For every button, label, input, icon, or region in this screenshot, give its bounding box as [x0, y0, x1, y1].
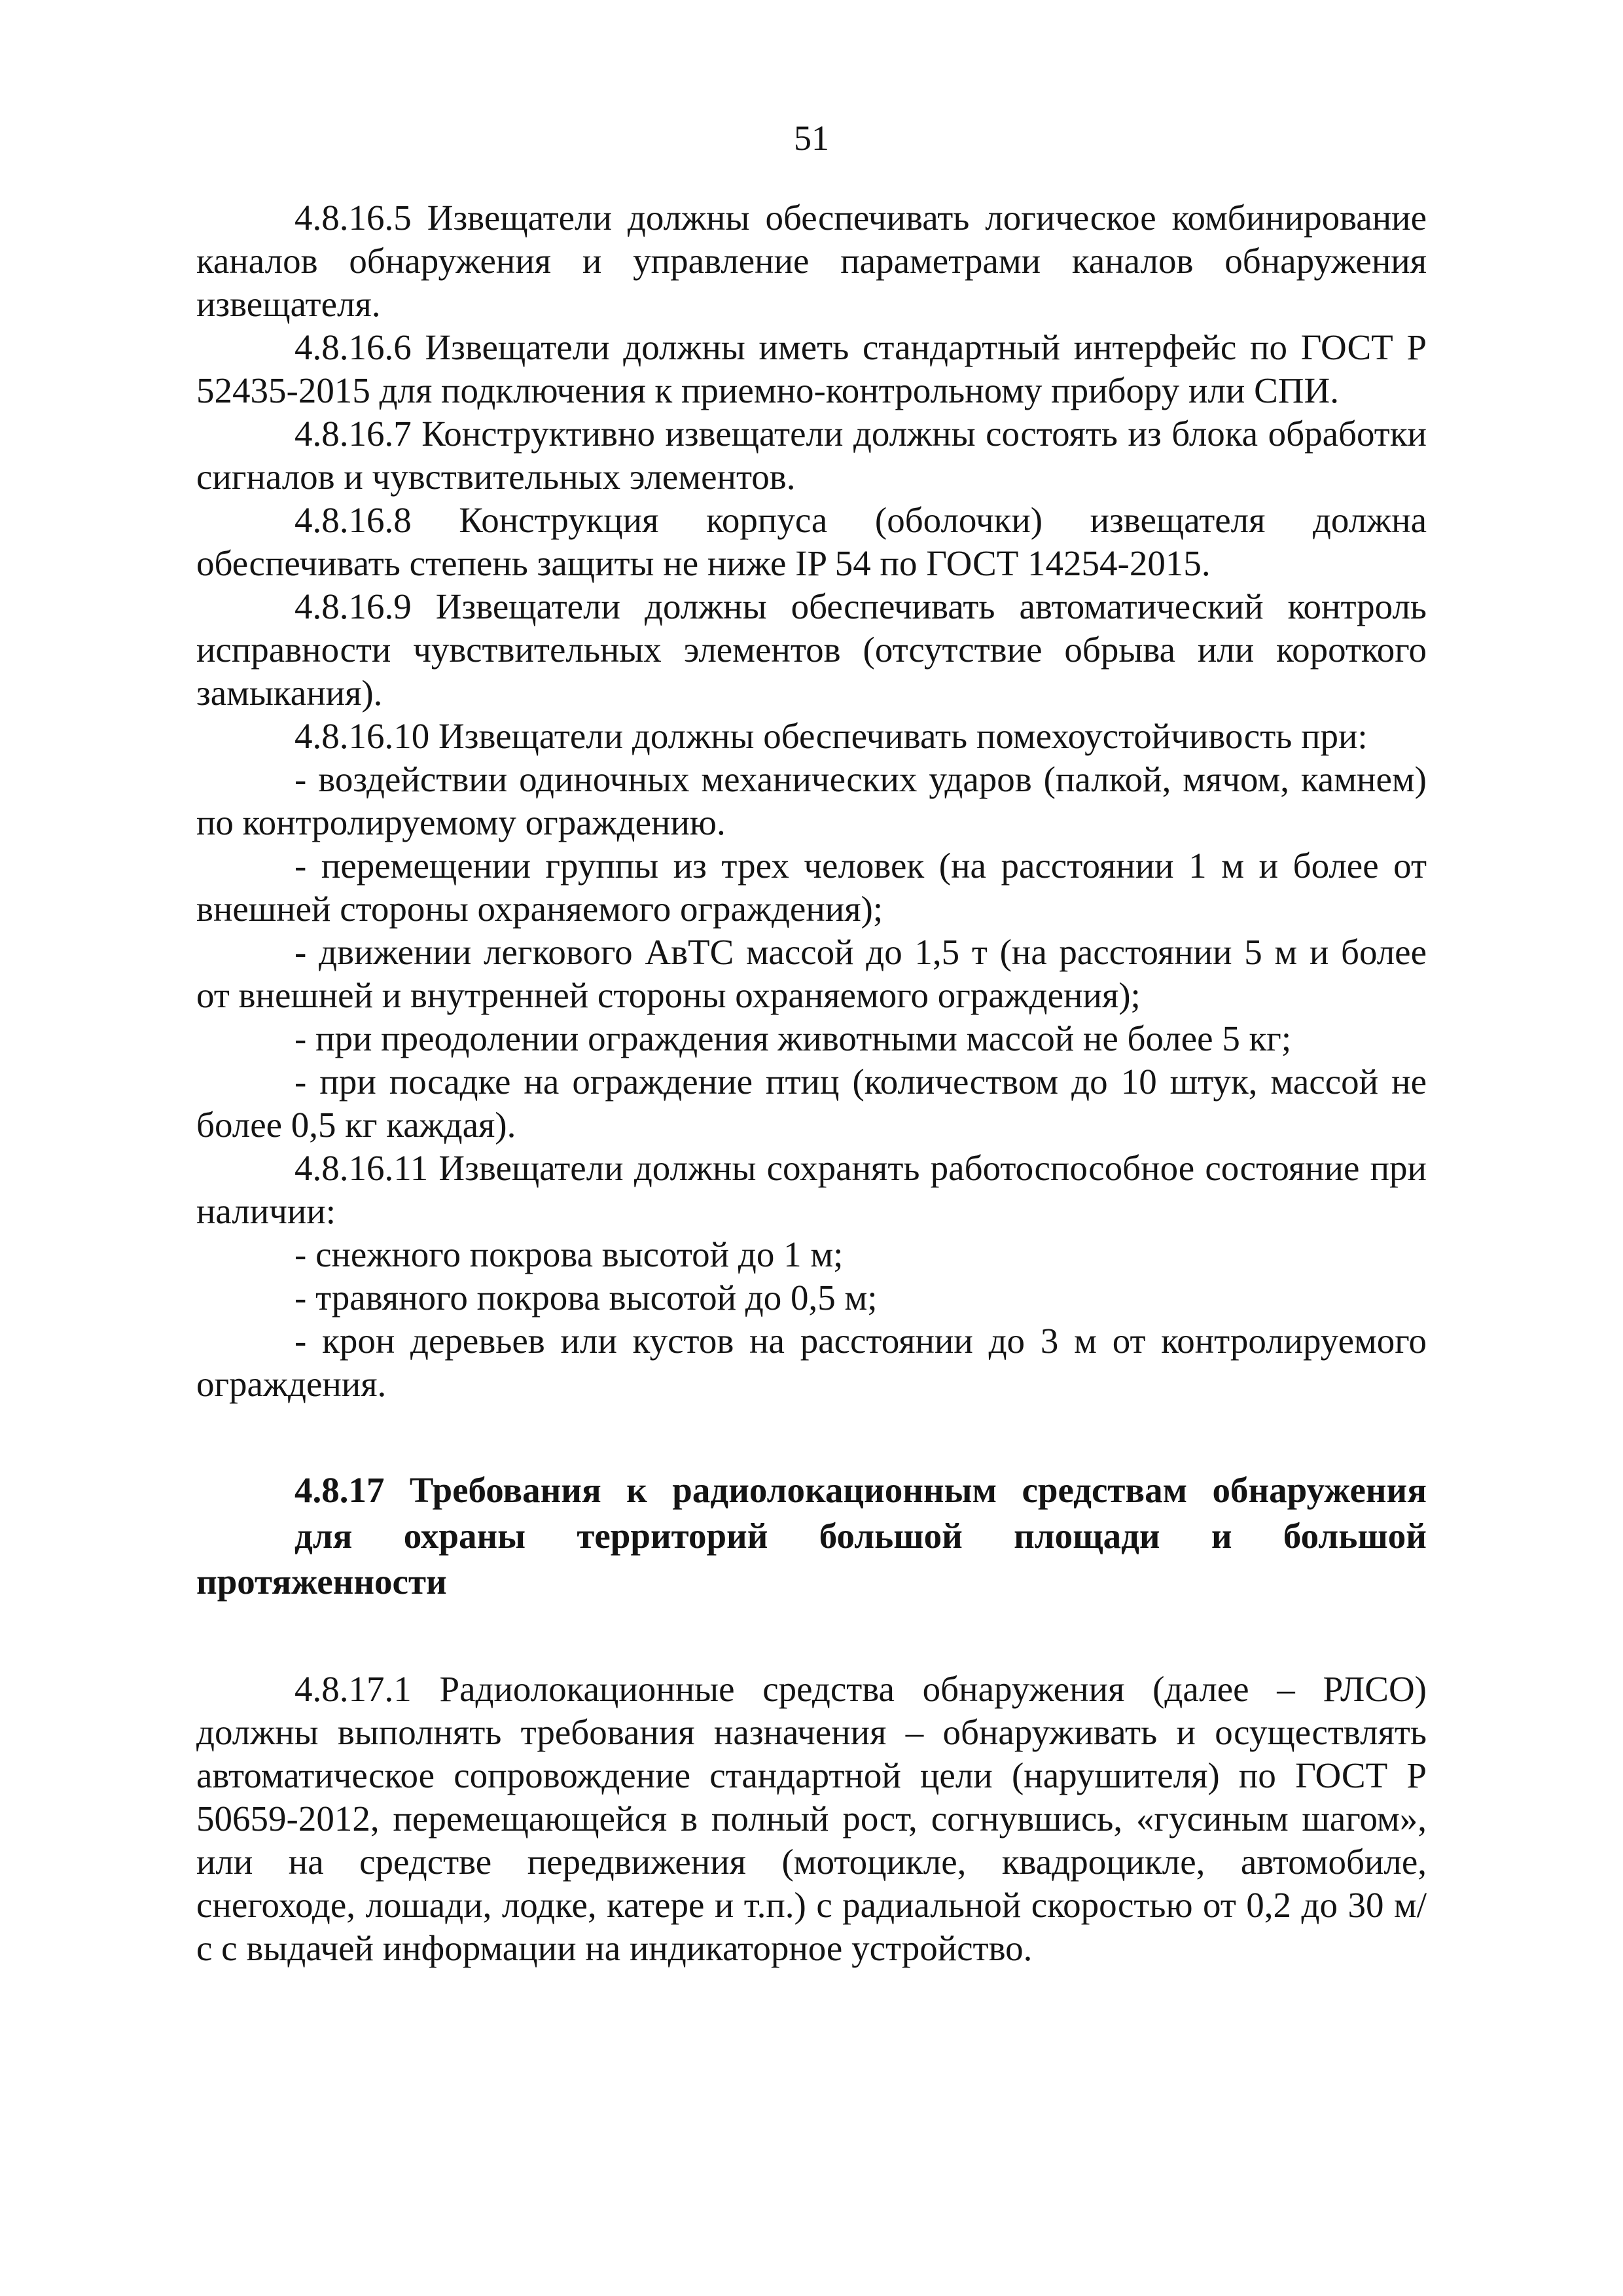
list-item-birds: - при посадке на ограждение птиц (количеством до 10 штук, массой не более 0,5 кг каждая).	[196, 1062, 1427, 1145]
paragraph-4-8-16-5: 4.8.16.5 Извещатели должны обеспечивать логическое комбинирование каналов обнаружения и управление параметрами каналов обнаружения извещателя.	[196, 198, 1427, 324]
paragraph-4-8-16-6: 4.8.16.6 Извещатели должны иметь стандартный интерфейс по ГОСТ Р 52435-2015 для подключения к приемно-контрольному прибору или СПИ.	[196, 327, 1427, 410]
paragraph-4-8-16-11: 4.8.16.11 Извещатели должны сохранять работоспособное состояние при наличии:	[196, 1148, 1427, 1231]
list-item-grass-cover: - травяного покрова высотой до 0,5 м;	[294, 1278, 878, 1318]
list-item-animals: - при преодолении ограждения животными массой не более 5 кг;	[294, 1018, 1292, 1058]
section-heading-line-1: 4.8.17 Требования к радиолокационным средствам обнаружения	[294, 1470, 1427, 1510]
list-item-snow-cover: - снежного покрова высотой до 1 м;	[294, 1234, 844, 1274]
page-number: 51	[794, 118, 829, 158]
paragraph-4-8-16-10: 4.8.16.10 Извещатели должны обеспечивать помехоустойчивость при:	[294, 716, 1368, 756]
paragraph-4-8-17-1: 4.8.17.1 Радиолокационные средства обнаружения (далее – РЛСО) должны выполнять требования назначения – обнаруживать и осуществлять автоматическое сопровождение стандартной цели (нарушителя) по ГОСТ Р 50659-2012, перемещающейся в полный рост, согнувшись, «гусиным шагом», или на средстве передвижения (мотоцикле, квадроцикле, автомобиле, снегоходе, лошади, лодке, катере и т.п.) с радиальной скоростью от 0,2 до 30 м/с с выдачей информации на индикаторное устройство.	[196, 1669, 1427, 1968]
paragraph-4-8-16-8: 4.8.16.8 Конструкция корпуса (оболочки) извещателя должна обеспечивать степень защиты не ниже IP 54 по ГОСТ 14254-2015.	[196, 500, 1427, 583]
document-body	[196, 196, 1427, 1970]
list-item-mechanical-impacts: - воздействии одиночных механических ударов (палкой, мячом, камнем) по контролируемому ограждению.	[196, 759, 1427, 842]
paragraph-4-8-16-7: 4.8.16.7 Конструктивно извещатели должны состоять из блока обработки сигналов и чувствительных элементов.	[196, 414, 1427, 497]
section-heading-line-2: для охраны территорий большой площади и большой протяженности	[196, 1516, 1427, 1602]
section-heading-4-8-17	[196, 1467, 1427, 1605]
paragraph-4-8-16-9: 4.8.16.9 Извещатели должны обеспечивать автоматический контроль исправности чувствительных элементов (отсутствие обрыва или короткого замыкания).	[196, 586, 1427, 713]
list-item-tree-crowns: - крон деревьев или кустов на расстоянии до 3 м от контролируемого ограждения.	[196, 1321, 1427, 1404]
list-item-vehicle-movement: - движении легкового АвТС массой до 1,5 т (на расстоянии 5 м и более от внешней и внутренней стороны охраняемого ограждения);	[196, 932, 1427, 1015]
list-item-group-movement: - перемещении группы из трех человек (на расстоянии 1 м и более от внешней стороны охраняемого ограждения);	[196, 846, 1427, 929]
